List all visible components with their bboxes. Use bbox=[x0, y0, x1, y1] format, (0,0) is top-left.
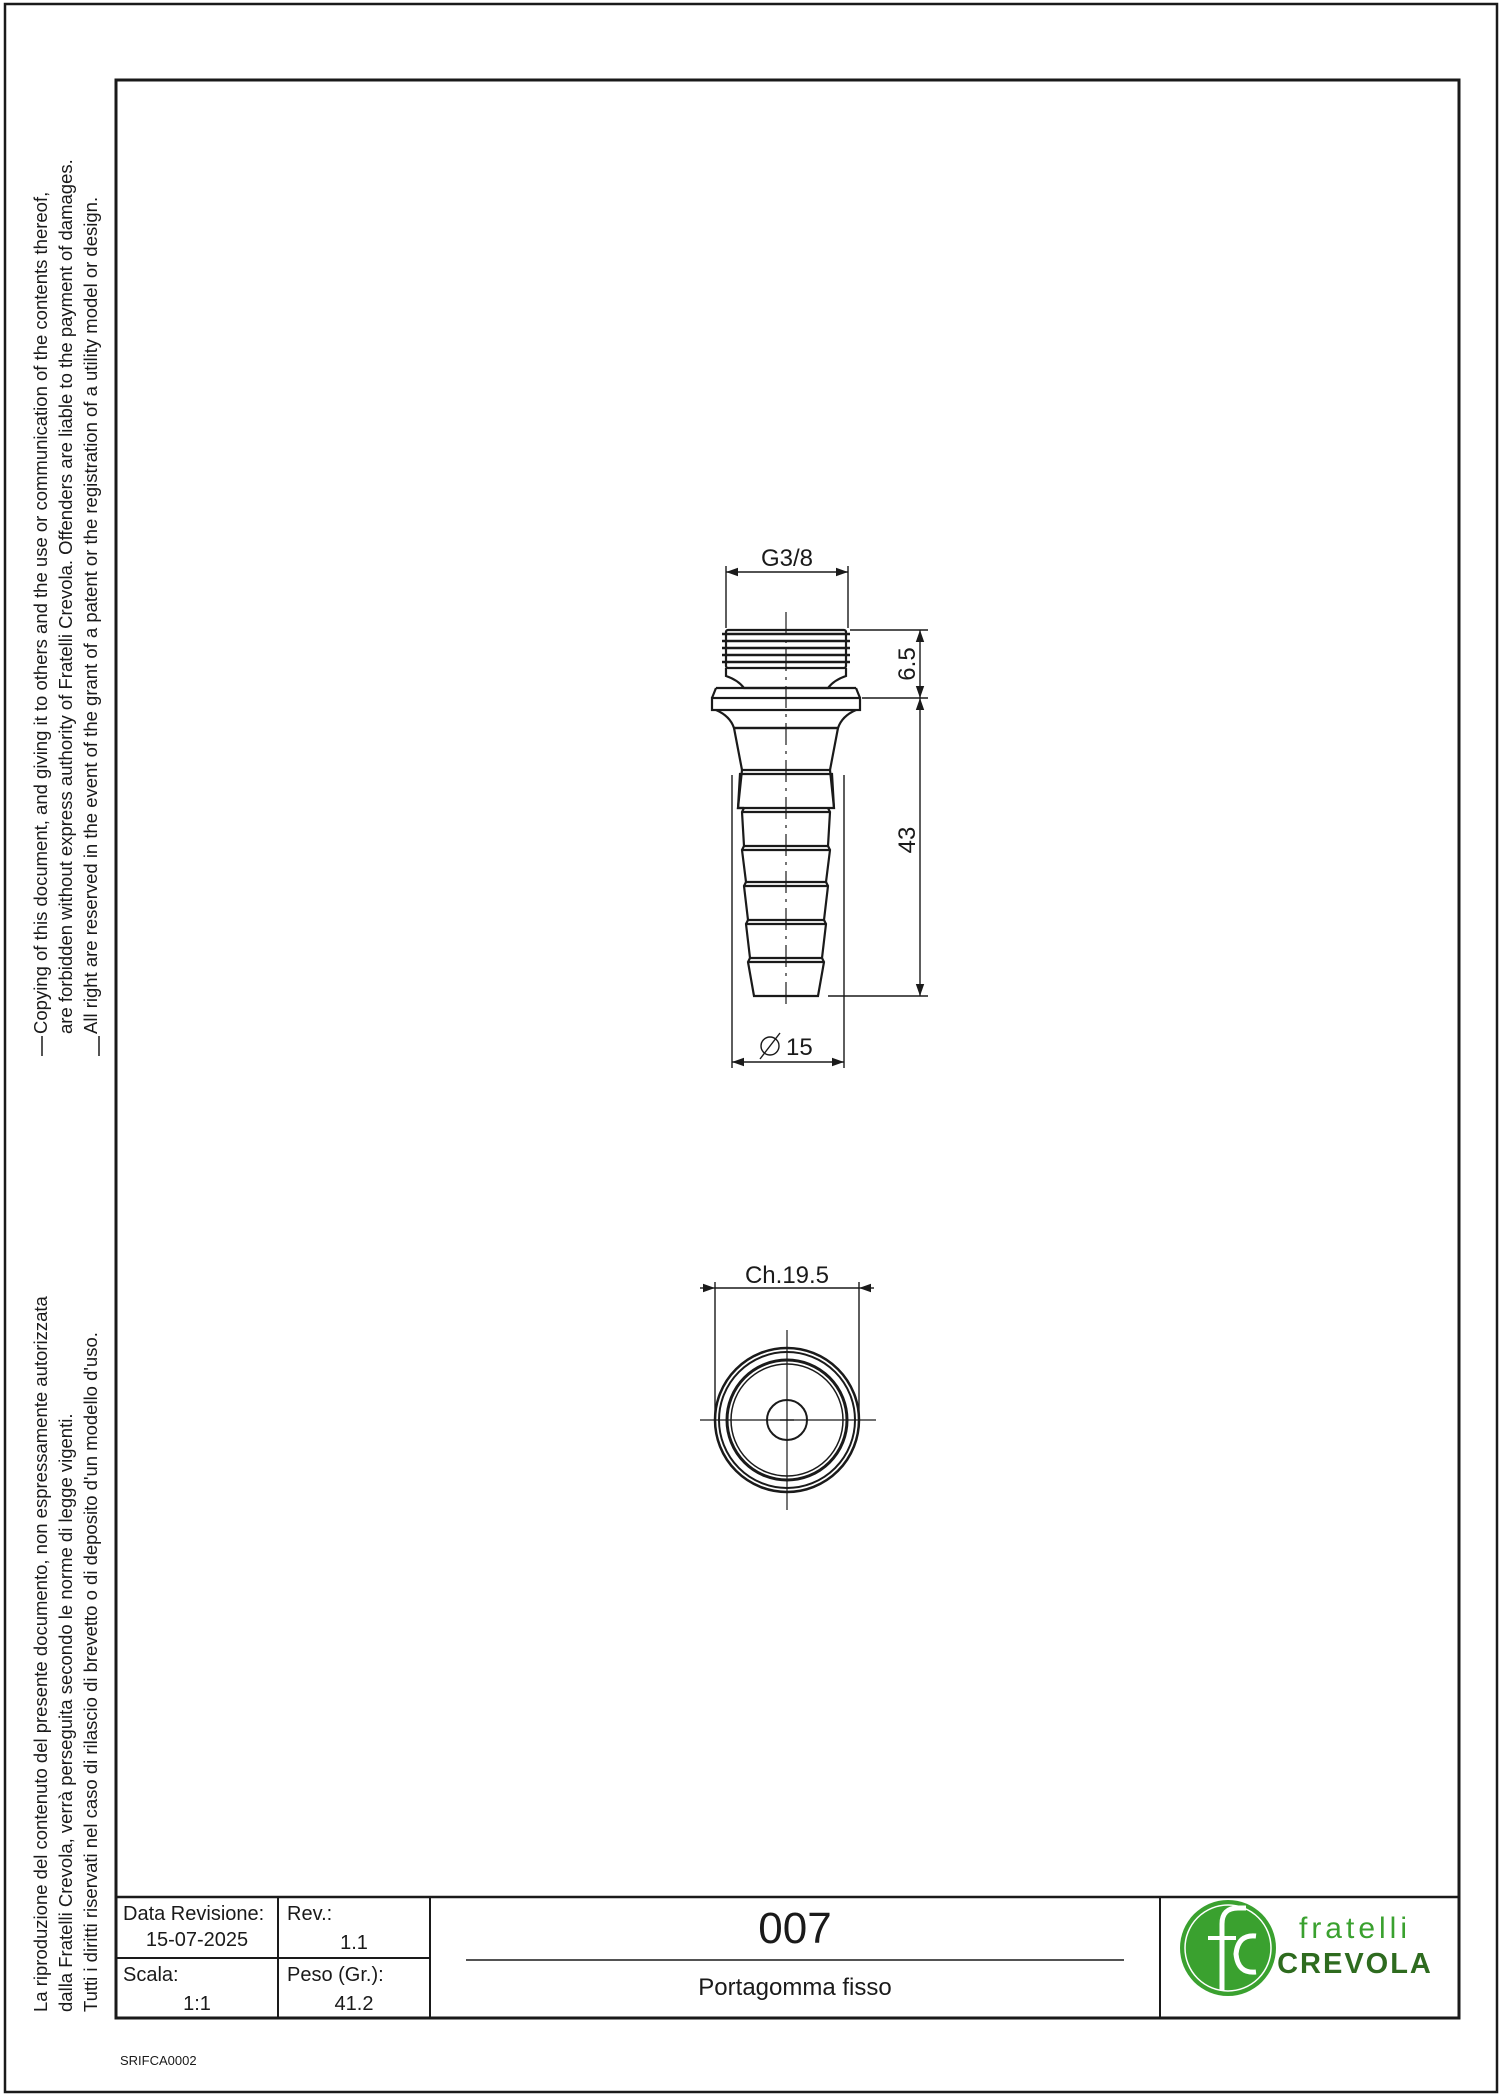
company-logo bbox=[1180, 1900, 1433, 1996]
revision-date-value: 15-07-2025 bbox=[145, 1929, 249, 1951]
notice-it-line-3: Tutti i diritti riservati nel caso di rilascio di brevetto o di deposito d'un modello d'uso. bbox=[80, 1332, 101, 2012]
notice-en-line-1: Copying of this document, and giving it to others and the use or communication of the contents thereof, bbox=[30, 191, 51, 1034]
scale-value: 1:1 bbox=[183, 1993, 211, 2015]
dim-thread-length-label: 6.5 bbox=[894, 647, 921, 681]
dim-thread-label: G3/8 bbox=[760, 545, 814, 572]
notice-en-line-3: All right are reserved in the event of the grant of a patent or the registration of a utility model or design. bbox=[80, 196, 101, 1034]
dim-length-label: 43 bbox=[894, 826, 921, 854]
copyright-notice-it bbox=[28, 1296, 103, 2012]
document-id: SRIFCA0002 bbox=[120, 2053, 197, 2068]
dim-thread-width bbox=[726, 566, 848, 628]
part-description: Portagomma fisso bbox=[698, 1974, 892, 2001]
copyright-notice-en bbox=[28, 159, 103, 1034]
end-view bbox=[700, 1330, 876, 1510]
notice-it-line-1: La riproduzione del contenuto del presente documento, non espressamente autorizzata bbox=[30, 1296, 51, 2012]
part-code: 007 bbox=[758, 1904, 832, 1953]
svg-text:fratelli: fratelli bbox=[1298, 1912, 1412, 1945]
scale-label: Scala: bbox=[123, 1964, 179, 1986]
rev-value: 1.1 bbox=[340, 1932, 368, 1954]
dim-wrench-label: Ch.19.5 bbox=[744, 1262, 830, 1289]
notice-it-line-2: dalla Fratelli Crevola, verrà perseguita secondo le norme di legge vigenti. bbox=[55, 1413, 76, 2012]
rev-label: Rev.: bbox=[287, 1903, 333, 1925]
front-view bbox=[712, 612, 860, 1010]
weight-value: 41.2 bbox=[334, 1993, 374, 2015]
revision-date-label: Data Revisione: bbox=[123, 1903, 265, 1925]
dim-diameter-label: 15 bbox=[786, 1034, 813, 1061]
svg-text:CREVOLA: CREVOLA bbox=[1277, 1948, 1433, 1980]
weight-label: Peso (Gr.): bbox=[287, 1964, 384, 1986]
outer-border bbox=[5, 4, 1497, 2092]
dim-diameter bbox=[732, 775, 844, 1068]
notice-en-line-2: are forbidden without express authority of Fratelli Crevola. Offenders are liable to the payment of damages. bbox=[55, 159, 76, 1034]
